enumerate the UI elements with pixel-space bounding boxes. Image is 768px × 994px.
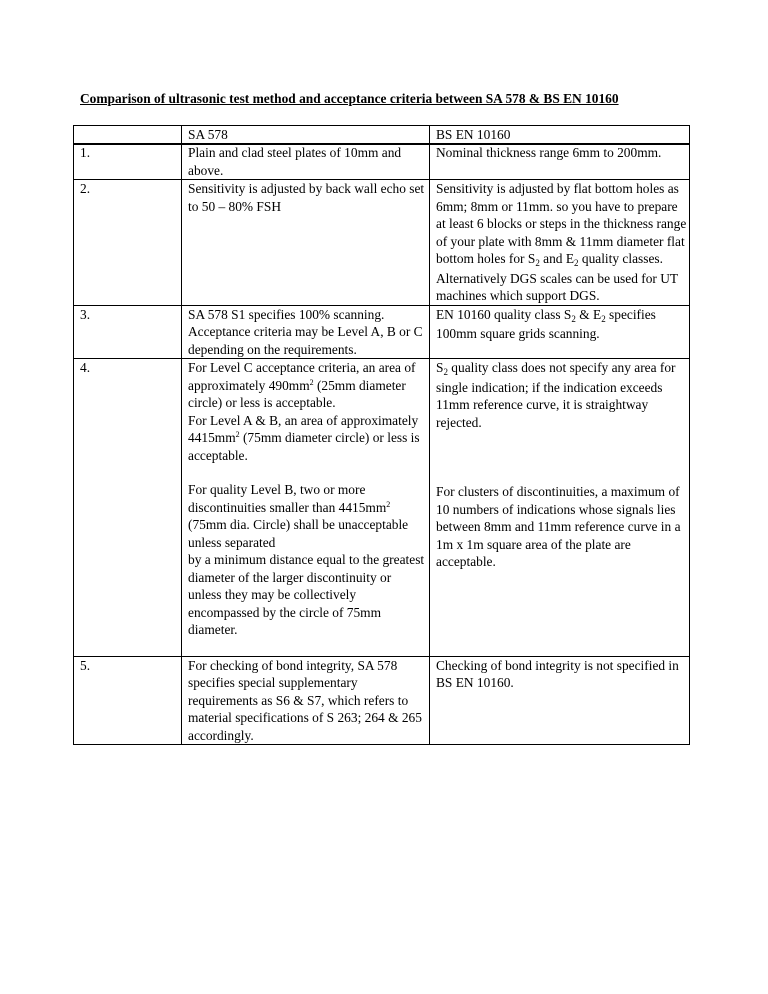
- paragraph: [188, 481, 427, 551]
- superscript: 2: [235, 430, 240, 439]
- text-run: and E: [539, 251, 575, 266]
- subscript: 2: [535, 258, 540, 268]
- header-bsen10160: BS EN 10160: [430, 126, 690, 145]
- superscript: 2: [309, 377, 314, 387]
- comparison-table-body: [73, 143, 690, 745]
- bsen-cell: [430, 180, 690, 306]
- row-number: 2.: [74, 180, 182, 306]
- header-sa578: SA 578: [182, 126, 430, 145]
- table-row: [74, 180, 690, 306]
- text-run: (75mm diameter circle) or less is acceptable.: [188, 430, 420, 463]
- subscript: 2: [571, 313, 576, 324]
- table-row: [74, 359, 690, 657]
- paragraph: by a minimum distance equal to the greatest diameter of the larger discontinuity or unless they may be collectively encompassed by the circle of 75mm diameter.: [188, 552, 425, 637]
- text-run: For quality Level B, two or more discontinuities smaller than 4415mm: [188, 482, 387, 515]
- text-run: (75mm dia. Circle) shall be unacceptable unless separated: [188, 517, 409, 550]
- bsen-cell: [430, 305, 690, 359]
- comparison-table: [73, 125, 690, 145]
- table-row: [74, 144, 690, 180]
- text-run: (25mm diameter circle) or less is acceptable.: [188, 377, 406, 410]
- row-number: 5.: [74, 656, 182, 745]
- sa578-cell: Plain and clad steel plates of 10mm and above.: [182, 144, 430, 180]
- bsen-cell: Nominal thickness range 6mm to 200mm.: [430, 144, 690, 180]
- table-row: [74, 305, 690, 359]
- row-number: 4.: [74, 359, 182, 657]
- text-run: quality classes. Alternatively DGS scales can be used for UT machines which support DGS.: [436, 251, 678, 303]
- subscript: 2: [601, 313, 606, 324]
- table-row: [74, 656, 690, 745]
- header-num-cell: [74, 126, 182, 145]
- text-run: & E: [575, 306, 602, 322]
- text-run: Sensitivity is adjusted by flat bottom holes as 6mm; 8mm or 11mm. so you have to prepare at least 6 blocks or steps in the thickness range of your plate with 8mm & 11mm diameter flat bottom holes for S: [436, 181, 687, 266]
- sa578-cell: [182, 359, 430, 657]
- text-run: S: [436, 360, 444, 375]
- sa578-cell: SA 578 S1 specifies 100% scanning. Acceptance criteria may be Level A, B or C depending on the requirements.: [182, 305, 430, 359]
- text-run: For Level A & B, an area of approximately 4415mm: [188, 412, 419, 445]
- paragraph: For clusters of discontinuities, a maximum of 10 numbers of indications whose signals lies between 8mm and 11mm reference curve in a 1m x 1m square area of the plate are acceptable.: [436, 484, 681, 569]
- document-title: Comparison of ultrasonic test method and acceptance criteria between SA 578 & BS EN 10160: [80, 91, 619, 106]
- text-run: For Level C acceptance criteria, an area of approximately 490mm: [188, 360, 416, 393]
- row-number: 1.: [74, 144, 182, 180]
- text-run: quality class does not specify any area for single indication; if the indication exceeds 11mm reference curve, it is straightway rejected.: [436, 360, 676, 430]
- table-header-row: [74, 126, 690, 145]
- subscript: 2: [574, 258, 579, 268]
- text-run: specifies 100mm square grids scanning.: [436, 306, 656, 341]
- paragraph: [188, 412, 427, 465]
- bsen-cell: Checking of bond integrity is not specified in BS EN 10160.: [430, 656, 690, 745]
- subscript: 2: [443, 367, 448, 377]
- paragraph: [436, 359, 687, 431]
- sa578-cell: For checking of bond integrity, SA 578 specifies special supplementary requirements as S6 & S7, which refers to material specifications of S 263; 264 & 265 accordingly.: [182, 656, 430, 745]
- text-run: EN 10160 quality class S: [436, 306, 572, 322]
- row-number: 3.: [74, 305, 182, 359]
- bsen-cell: [430, 359, 690, 657]
- paragraph: [188, 359, 427, 412]
- superscript: 2: [386, 499, 391, 509]
- sa578-cell: Sensitivity is adjusted by back wall echo set to 50 – 80% FSH: [182, 180, 430, 306]
